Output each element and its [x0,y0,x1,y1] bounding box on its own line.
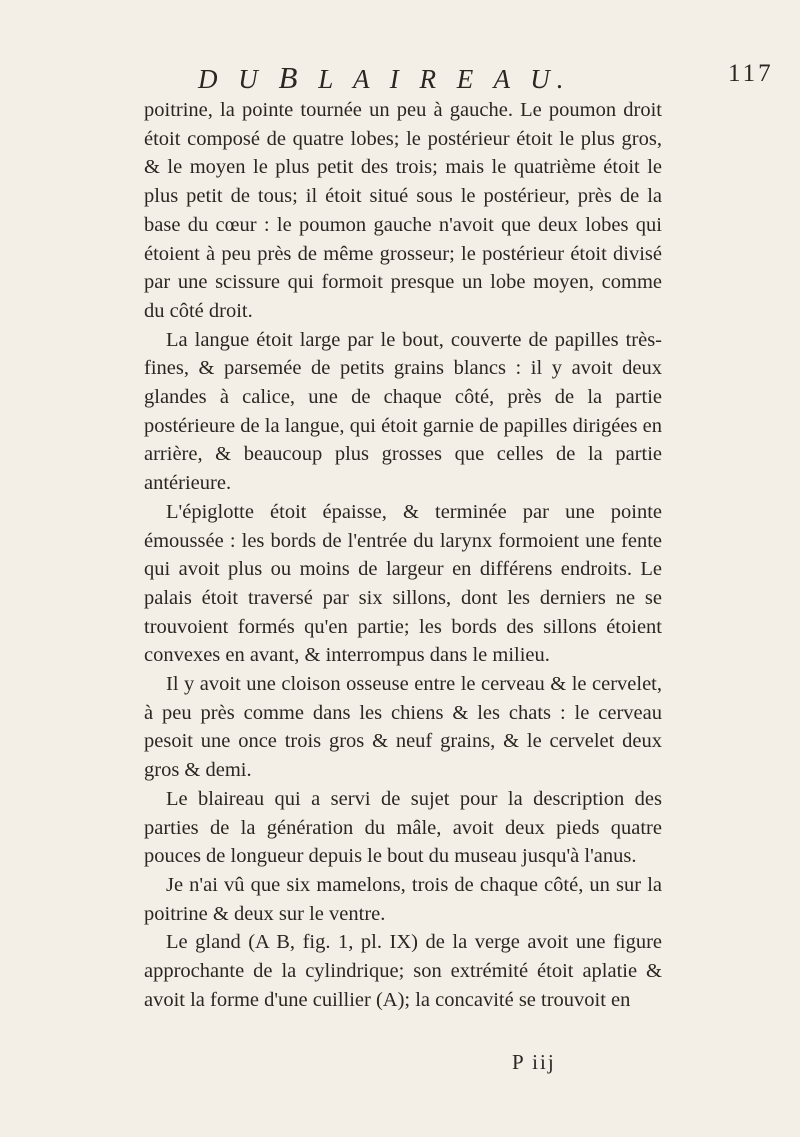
paragraph-langue: La langue étoit large par le bout, couverte de papilles très-fines, & parsemée de petits grains blancs : il y avoit deux glandes à calice, une de chaque côté, près de la partie postérieure de la langue, qui étoit garnie de papilles dirigées en arrière, & beaucoup plus grosses que celles de la partie antérieure. [144,328,662,495]
paragraph-generation: Le blaireau qui a servi de sujet pour la description des parties de la génération du mâle, avoit deux pieds quatre pouces de longueur depuis le bout du museau jusqu'à l'anus. [144,787,662,868]
page-number: 117 [728,60,774,87]
body-text [144,96,662,1015]
paragraph-epiglotte: L'épiglotte étoit épaisse, & terminée par une pointe émoussée : les bords de l'entrée du larynx formoient une fente qui avoit plus ou moins de largeur en différens endroits. Le palais étoit traversé par six sillons, dont les derniers ne se trouvoient formés qu'en partie; les bords des sillons étoient convexes en avant, & interrompus dans le milieu. [144,500,662,667]
paragraph-poumon: poitrine, la pointe tournée un peu à gauche. Le poumon droit étoit composé de quatre lobes; le postérieur étoit le plus gros, & le moyen le plus petit des trois; mais le quatrième étoit le plus petit de tous; il étoit situé sous le postérieur, près de la base du cœur : le poumon gauche n'avoit que deux lobes qui étoient à peu près de même grosseur; le postérieur étoit divisé par une scissure qui formoit presque un lobe moyen, comme du côté droit. [144,99,662,322]
running-title: D U B L A I R E A U. [198,60,571,95]
paragraph-cerveau: Il y avoit une cloison osseuse entre le cerveau & le cervelet, à peu près comme dans les chiens & les chats : le cerveau pesoit une once trois gros & neuf grains, & le cervelet deux gros & demi. [144,673,662,782]
paragraph-mamelons: Je n'ai vû que six mamelons, trois de chaque côté, un sur la poitrine & deux sur le ventre. [144,873,662,925]
signature-mark: P iij [512,1050,556,1074]
paragraph-gland: Le gland (A B, fig. 1, pl. IX) de la verge avoit une figure approchante de la cylindrique; son extrémité étoit aplatie & avoit la forme d'une cuillier (A); la concavité se trouvoit en [144,931,662,1011]
page-header [198,60,774,100]
